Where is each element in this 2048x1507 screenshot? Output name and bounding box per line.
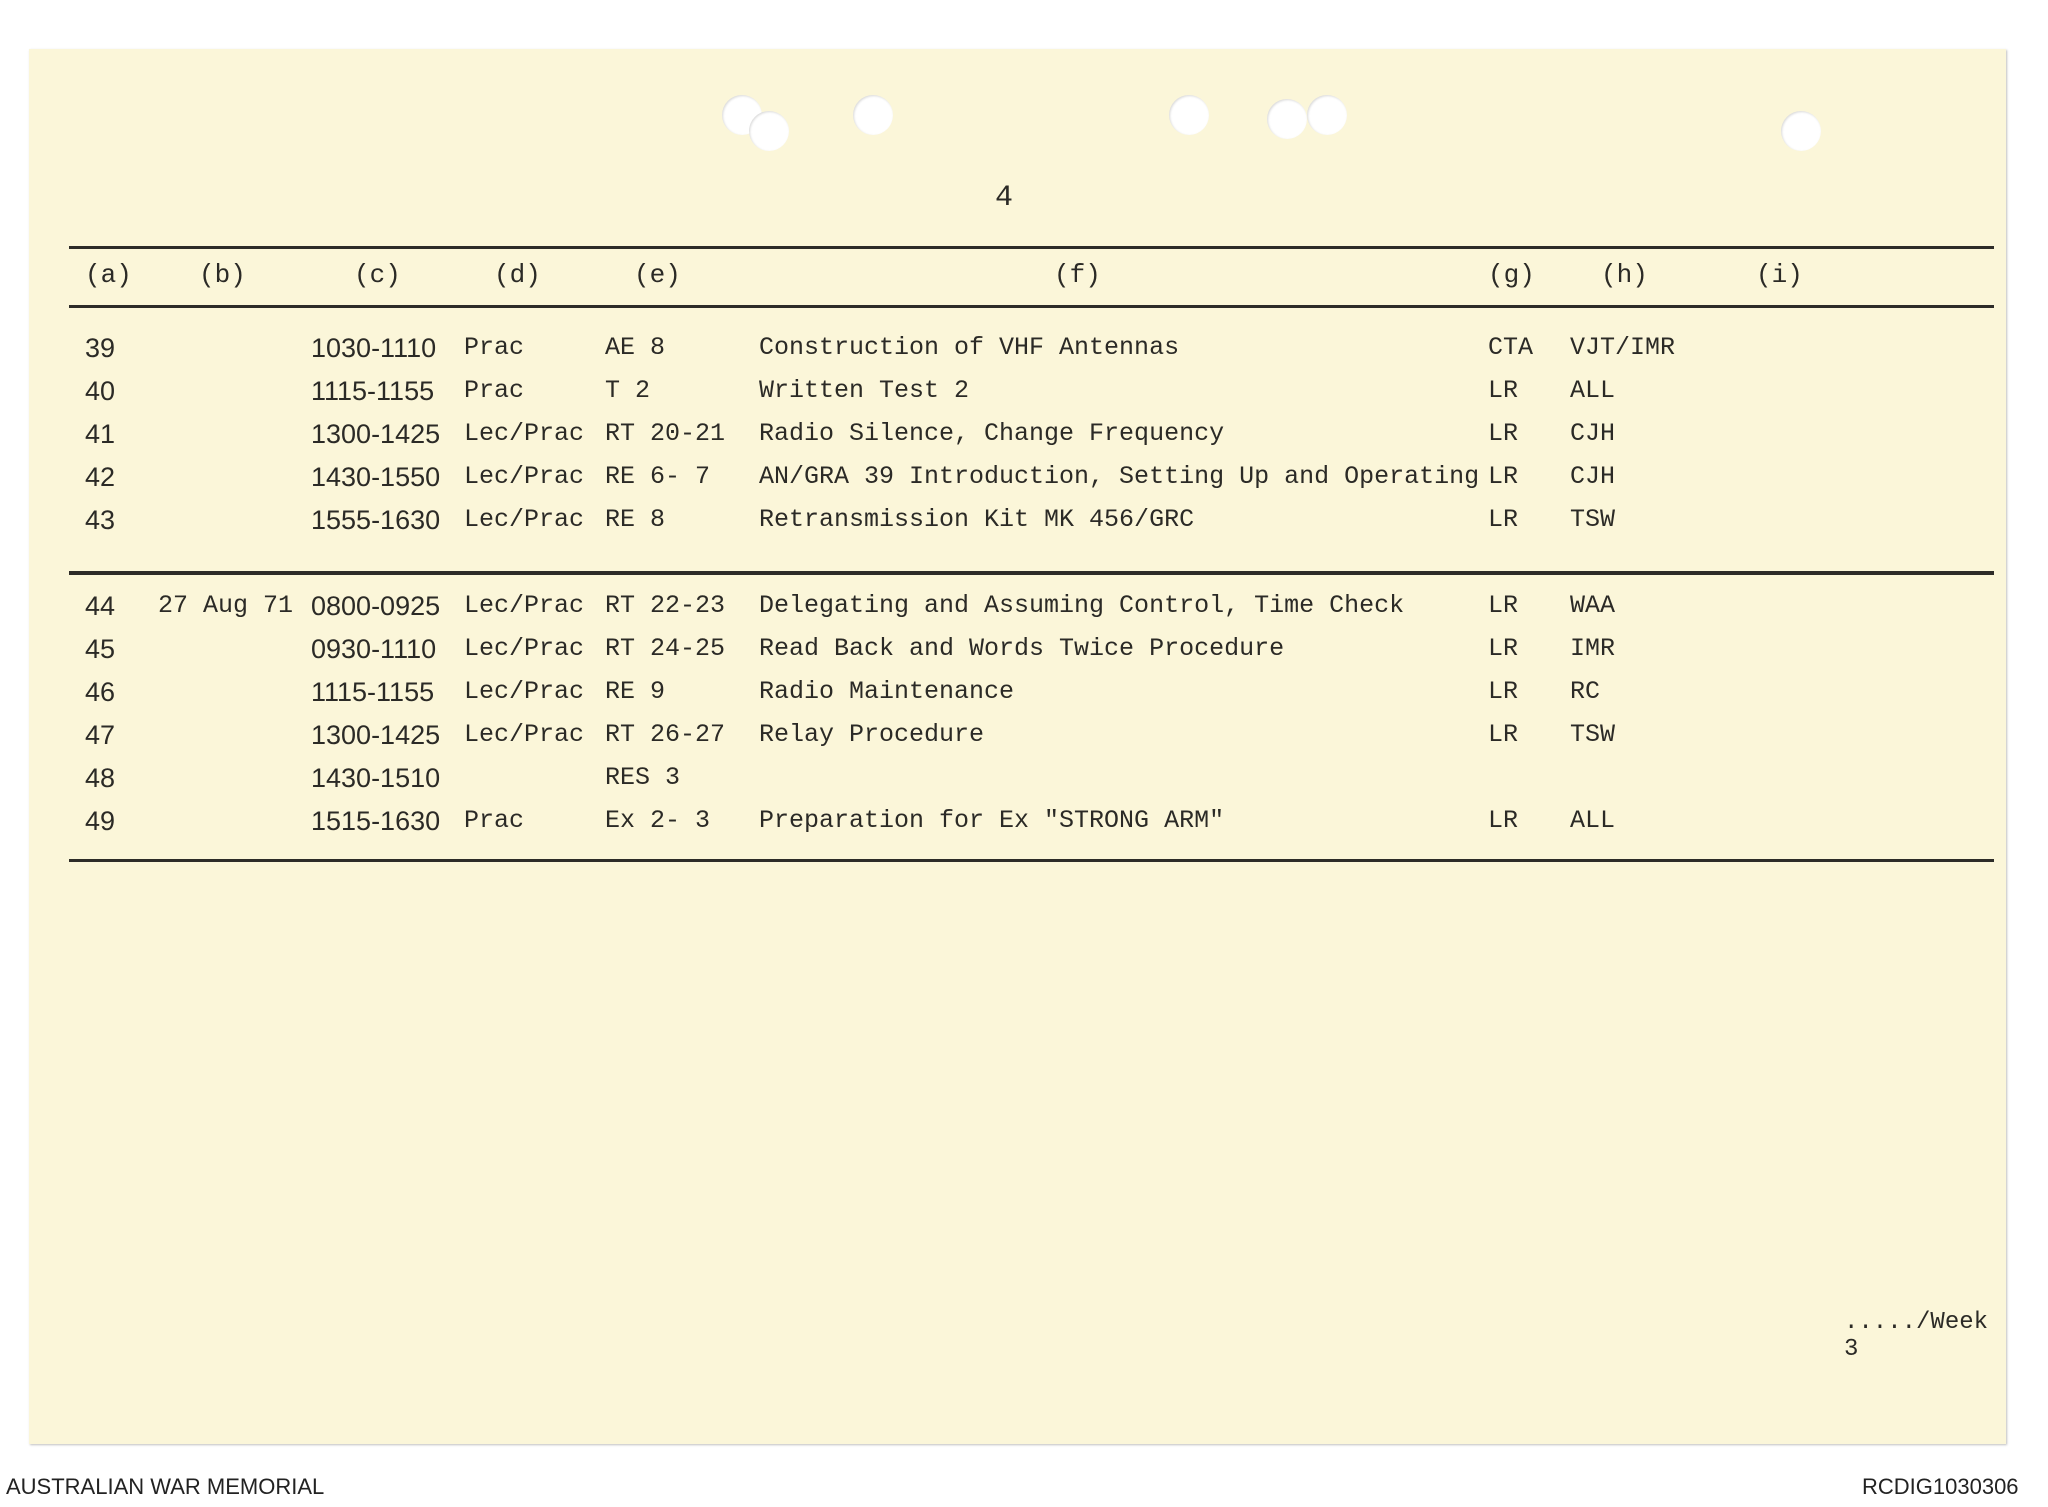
table-row (29, 806, 2006, 846)
subject: Retransmission Kit MK 456/GRC (759, 505, 1195, 534)
column-header-h: (h) (1601, 260, 1648, 290)
day-separator-rule (69, 571, 1994, 575)
instructor: VJT/IMR (1570, 333, 1676, 362)
subject: Radio Silence, Change Frequency (759, 419, 1225, 448)
subject: AN/GRA 39 Introduction, Setting Up and Operating (759, 462, 1480, 491)
period-number: 44 (85, 591, 116, 621)
time: 1115-1155 (311, 677, 435, 707)
instructor: CJH (1570, 419, 1616, 448)
time: 1300-1425 (311, 720, 441, 750)
archive-credit: AUSTRALIAN WAR MEMORIAL (6, 1474, 325, 1499)
lesson-type: Lec/Prac (464, 505, 585, 534)
table-header-rule (69, 305, 1994, 308)
instructor: TSW (1570, 505, 1616, 534)
instructor: RC (1570, 677, 1601, 706)
instructor: ALL (1570, 376, 1616, 405)
instructor: IMR (1570, 634, 1616, 663)
period-number: 39 (85, 333, 116, 363)
period-number: 42 (85, 462, 116, 492)
table-row (29, 505, 2006, 545)
time: 1430-1510 (311, 763, 441, 793)
lesson-ref: RT 22-23 (605, 591, 726, 620)
lesson-type: Lec/Prac (464, 634, 585, 663)
table-row (29, 677, 2006, 717)
table-bottom-rule (69, 859, 1994, 862)
instructor: TSW (1570, 720, 1616, 749)
table-row (29, 720, 2006, 760)
lesson-ref: T 2 (605, 376, 651, 405)
location: LR (1488, 505, 1519, 534)
location: LR (1488, 376, 1519, 405)
period-number: 47 (85, 720, 116, 750)
lesson-type: Lec/Prac (464, 720, 585, 749)
time: 1115-1155 (311, 376, 435, 406)
time: 1300-1425 (311, 419, 441, 449)
lesson-ref: RE 8 (605, 505, 666, 534)
period-number: 46 (85, 677, 116, 707)
lesson-ref: RE 9 (605, 677, 666, 706)
table-header-row (29, 260, 2006, 300)
period-number: 48 (85, 763, 116, 793)
column-header-g: (g) (1488, 260, 1535, 290)
punch-hole (1307, 95, 1347, 135)
location: LR (1488, 591, 1519, 620)
subject: Read Back and Words Twice Procedure (759, 634, 1285, 663)
time: 1555-1630 (311, 505, 441, 535)
instructor: ALL (1570, 806, 1616, 835)
location: CTA (1488, 333, 1534, 362)
lesson-ref: RT 26-27 (605, 720, 726, 749)
period-number: 43 (85, 505, 116, 535)
table-row (29, 634, 2006, 674)
lesson-type: Lec/Prac (464, 419, 585, 448)
lesson-type: Prac (464, 333, 525, 362)
period-number: 41 (85, 419, 116, 449)
location: LR (1488, 720, 1519, 749)
instructor: WAA (1570, 591, 1616, 620)
location: LR (1488, 462, 1519, 491)
column-header-e: (e) (634, 260, 681, 290)
punch-hole (1169, 95, 1209, 135)
lesson-type: Prac (464, 806, 525, 835)
period-number: 49 (85, 806, 116, 836)
subject: Preparation for Ex "STRONG ARM" (759, 806, 1225, 835)
column-header-c: (c) (354, 260, 401, 290)
time: 0930-1110 (311, 634, 437, 664)
punch-hole (749, 111, 789, 151)
archive-id: RCDIG1030306 (1862, 1474, 2019, 1499)
table-row (29, 462, 2006, 502)
location: LR (1488, 634, 1519, 663)
table-top-rule (69, 246, 1994, 249)
lesson-ref: RT 20-21 (605, 419, 726, 448)
lesson-ref: RES 3 (605, 763, 681, 792)
column-header-i: (i) (1756, 260, 1803, 290)
table-row (29, 591, 2006, 631)
location: LR (1488, 806, 1519, 835)
time: 0800-0925 (311, 591, 441, 621)
punch-hole (1781, 111, 1821, 151)
lesson-ref: AE 8 (605, 333, 666, 362)
lesson-ref: RT 24-25 (605, 634, 726, 663)
table-row (29, 333, 2006, 373)
punch-hole (1267, 99, 1307, 139)
table-row (29, 376, 2006, 416)
column-header-b: (b) (199, 260, 246, 290)
time: 1430-1550 (311, 462, 441, 492)
document-page (29, 49, 2006, 1444)
lesson-ref: RE 6- 7 (605, 462, 711, 491)
time: 1515-1630 (311, 806, 441, 836)
page-number: 4 (995, 181, 1014, 215)
punch-hole (853, 95, 893, 135)
lesson-type: Prac (464, 376, 525, 405)
subject: Radio Maintenance (759, 677, 1015, 706)
subject: Delegating and Assuming Control, Time Check (759, 591, 1405, 620)
column-header-a: (a) (85, 260, 132, 290)
continuation-note: ...../Week 3 (1844, 1309, 1989, 1363)
table-row (29, 419, 2006, 459)
location: LR (1488, 677, 1519, 706)
period-number: 45 (85, 634, 116, 664)
instructor: CJH (1570, 462, 1616, 491)
time: 1030-1110 (311, 333, 437, 363)
lesson-type: Lec/Prac (464, 677, 585, 706)
lesson-type: Lec/Prac (464, 591, 585, 620)
date: 27 Aug 71 (158, 591, 294, 620)
column-header-d: (d) (494, 260, 541, 290)
column-header-f: (f) (1054, 260, 1101, 290)
subject: Written Test 2 (759, 376, 970, 405)
period-number: 40 (85, 376, 116, 406)
location: LR (1488, 419, 1519, 448)
subject: Relay Procedure (759, 720, 985, 749)
subject: Construction of VHF Antennas (759, 333, 1180, 362)
lesson-type: Lec/Prac (464, 462, 585, 491)
table-row (29, 763, 2006, 803)
lesson-ref: Ex 2- 3 (605, 806, 711, 835)
